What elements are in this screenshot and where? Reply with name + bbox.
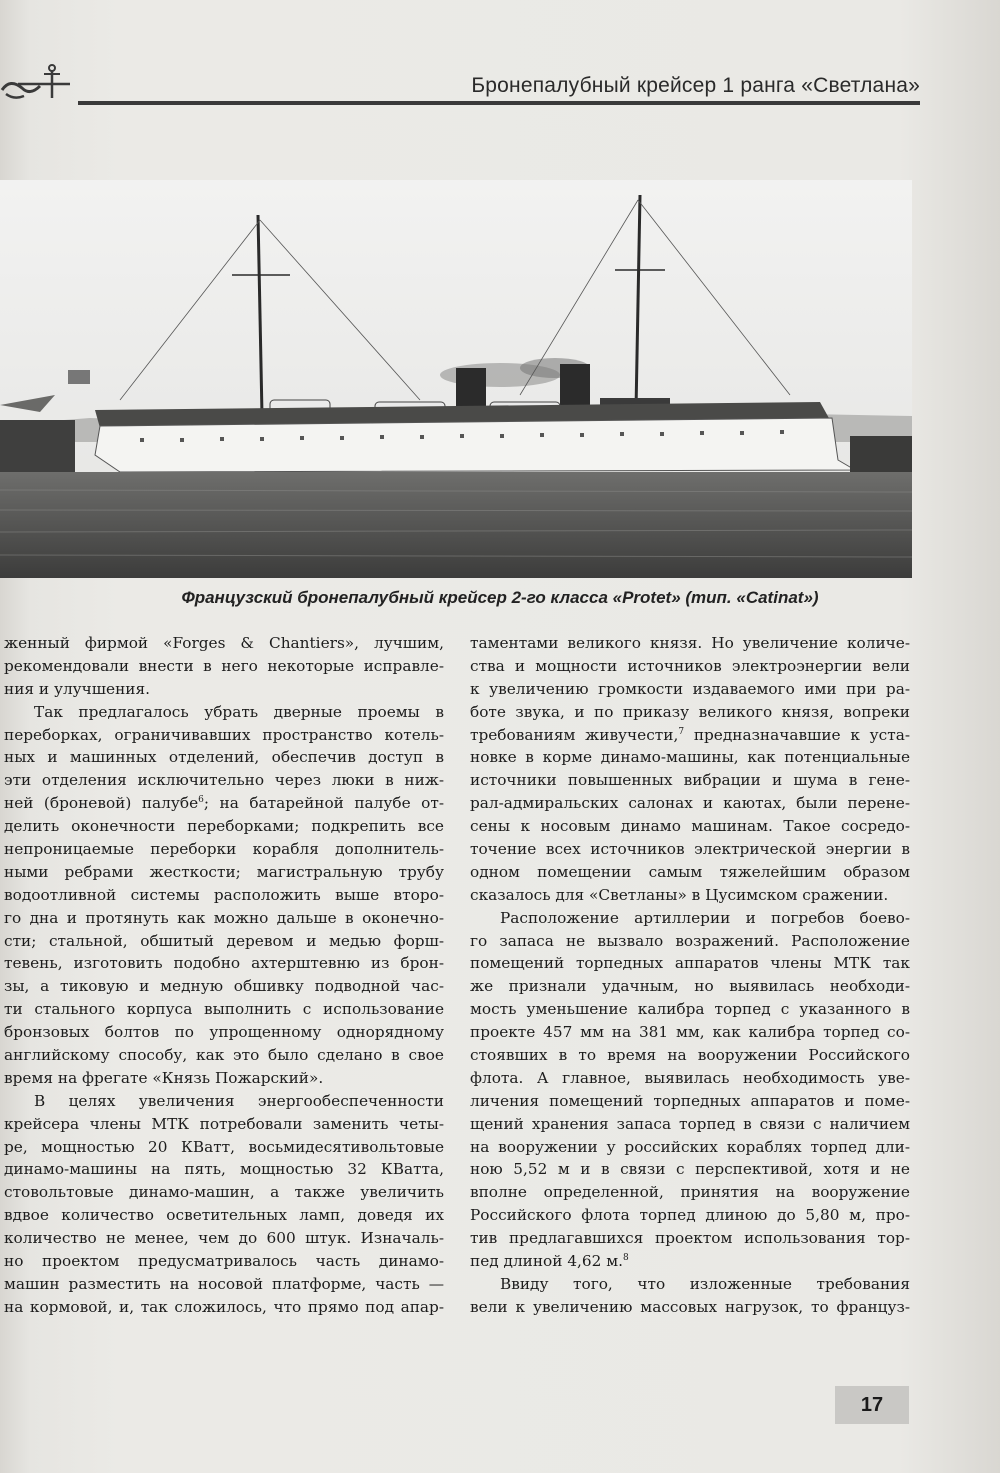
cruiser-photo <box>0 180 912 578</box>
text-line: ными ребрами жесткости; магистральную трубу <box>4 862 444 881</box>
text-line: время на фрегате «Князь Пожарский». <box>4 1068 324 1087</box>
text-line <box>470 724 910 747</box>
text-line: рекомендовали внести в него некоторые исправле- <box>4 656 444 675</box>
text-line: стовольтовые динамо-машин, а также увеличить <box>4 1183 444 1202</box>
text-line: вдвое количество осветительных ламп, доведя их <box>4 1206 444 1225</box>
text-line: Так предлагалось убрать дверные проемы в <box>34 702 444 721</box>
text-line <box>4 792 444 815</box>
text-line: английскому способу, как это было сделано в свое <box>4 1046 444 1065</box>
text-line: точение всех источников электрической энергии в <box>470 840 910 859</box>
text-line: помещений торпедных аппаратов члены МТК так <box>470 954 910 973</box>
text-line: рал-адмиральских салонах и каютах, были перене- <box>470 794 910 813</box>
text-line: В целях увеличения энергообеспеченности <box>34 1091 444 1110</box>
figure-caption: Французский бронепалубный крейсер 2-го класса «Protet» (тип. «Catinat») <box>181 588 819 607</box>
text-line: на кормовой, и, так сложилось, что прямо под апар- <box>4 1297 444 1316</box>
anchor-icon <box>0 60 75 105</box>
text-line: боте звука, и по приказу великого князя, вопреки <box>470 702 910 721</box>
text-line-part: ; на батарейной палубе от- <box>203 794 444 813</box>
text-line: таментами великого князя. Но увеличение количе- <box>470 634 910 652</box>
text-line: щений хранения запаса торпед в связи с наличием <box>470 1114 910 1133</box>
text-line-part: предназначавшие к уста- <box>684 725 910 744</box>
footnote-ref: 7 <box>678 726 685 737</box>
left-text-column <box>4 632 444 1319</box>
text-line: ства и мощности источников электроэнергии вели <box>470 656 910 675</box>
text-line: переборках, ограничивавших пространство котель- <box>4 725 444 744</box>
text-line: ных и машинных отделений, обеспечив доступ в <box>4 748 444 767</box>
text-line: бронзовых болтов по упрощенному однорядному <box>4 1023 444 1042</box>
text-line: новке в корме динамо-машины, как потенциальные <box>470 748 910 767</box>
text-line: го запаса не вызвало возражений. Расположение <box>470 931 910 950</box>
text-line: вели к увеличению массовых нагрузок, то француз- <box>470 1297 910 1316</box>
text-line-part: пед длиной 4,62 м. <box>470 1252 624 1271</box>
text-line: эти отделения исключительно через люки в ниж- <box>4 771 444 790</box>
text-line: ре, мощностью 20 КВатт, восьмидесятивольтовые <box>4 1137 444 1156</box>
right-text-column <box>470 632 910 1319</box>
text-line: количество не менее, чем до 600 штук. Изначаль- <box>4 1229 444 1248</box>
text-line <box>470 1250 910 1273</box>
text-line: тив предлагавшихся проектом использования тор- <box>470 1229 910 1248</box>
text-line: Ввиду того, что изложенные требования <box>500 1274 910 1293</box>
text-line: источники повышенных вибрации и шума в гене- <box>470 771 910 790</box>
text-line: стоявших в то время на вооружении Российского <box>470 1046 910 1065</box>
page-number: 17 <box>835 1386 909 1424</box>
text-line: одном помещении самым тяжелейшим образом <box>470 862 910 881</box>
text-line: водоотливной системы расположить выше второ- <box>4 885 444 904</box>
text-line: флота. А главное, выявилась необходимость уве- <box>470 1068 910 1087</box>
text-line: вполне определенной, принятия на вооружение <box>470 1183 910 1202</box>
text-line: тевень, изготовить подобно ахтерштевню из брон- <box>4 954 444 973</box>
running-title: Бронепалубный крейсер 1 ранга «Светлана» <box>471 74 920 97</box>
text-line: крейсера члены МТК потребовали заменить четы- <box>4 1114 444 1133</box>
text-line: непроницаемые переборки корабля дополнитель- <box>4 840 444 859</box>
header-rule <box>78 101 920 105</box>
text-line-part: требованиям живучести, <box>470 725 679 744</box>
text-line: женный фирмой «Forges & Chantiers», лучшим, <box>4 634 444 652</box>
footnote-ref: 6 <box>198 795 204 806</box>
text-line: ною 5,52 м и в связи с перспективой, хотя и не <box>470 1160 910 1179</box>
text-line: проекте 457 мм на 381 мм, как калибра торпед со- <box>470 1023 910 1042</box>
text-line: Расположение артиллерии и погребов боево- <box>500 908 910 927</box>
text-line: го дна и протянуть как можно дальше в оконечно- <box>4 908 444 927</box>
text-line: сены к носовым динамо машинам. Такое сосредо- <box>470 817 910 836</box>
text-line: сказалось для «Светланы» в Цусимском сражении. <box>470 885 889 904</box>
text-line: мость уменьшение калибра торпед с указанного в <box>470 1000 910 1019</box>
text-line: Российского флота торпед длиною до 5,80 м, про- <box>470 1206 910 1225</box>
text-line: сти; стальной, обшитый деревом и медью форш- <box>4 931 444 950</box>
text-line: же признали удачным, но выявилась необходи- <box>470 977 910 996</box>
text-line: но проектом предусматривалось часть динамо- <box>4 1252 444 1271</box>
text-line: делить оконечности переборками; подкрепить все <box>4 817 444 836</box>
text-line: личения помещений торпедных аппаратов и поме- <box>470 1091 910 1110</box>
text-line: зы, а тиковую и медную обшивку подводной час- <box>4 977 444 996</box>
text-line: динамо-машины на пять, мощностью 32 КВатта, <box>4 1160 444 1179</box>
text-line: машин разместить на носовой платформе, часть — <box>4 1274 444 1293</box>
text-line: ти стального корпуса выполнить с использование <box>4 1000 444 1019</box>
text-line: ния и улучшения. <box>4 679 150 698</box>
text-line: на вооружении у российских кораблях торпед дли- <box>470 1137 910 1156</box>
text-line: к увеличению громкости издаваемого ими при ра- <box>470 679 910 698</box>
footnote-ref: 8 <box>623 1252 629 1263</box>
text-line-part: ней (броневой) палубе <box>4 794 199 813</box>
